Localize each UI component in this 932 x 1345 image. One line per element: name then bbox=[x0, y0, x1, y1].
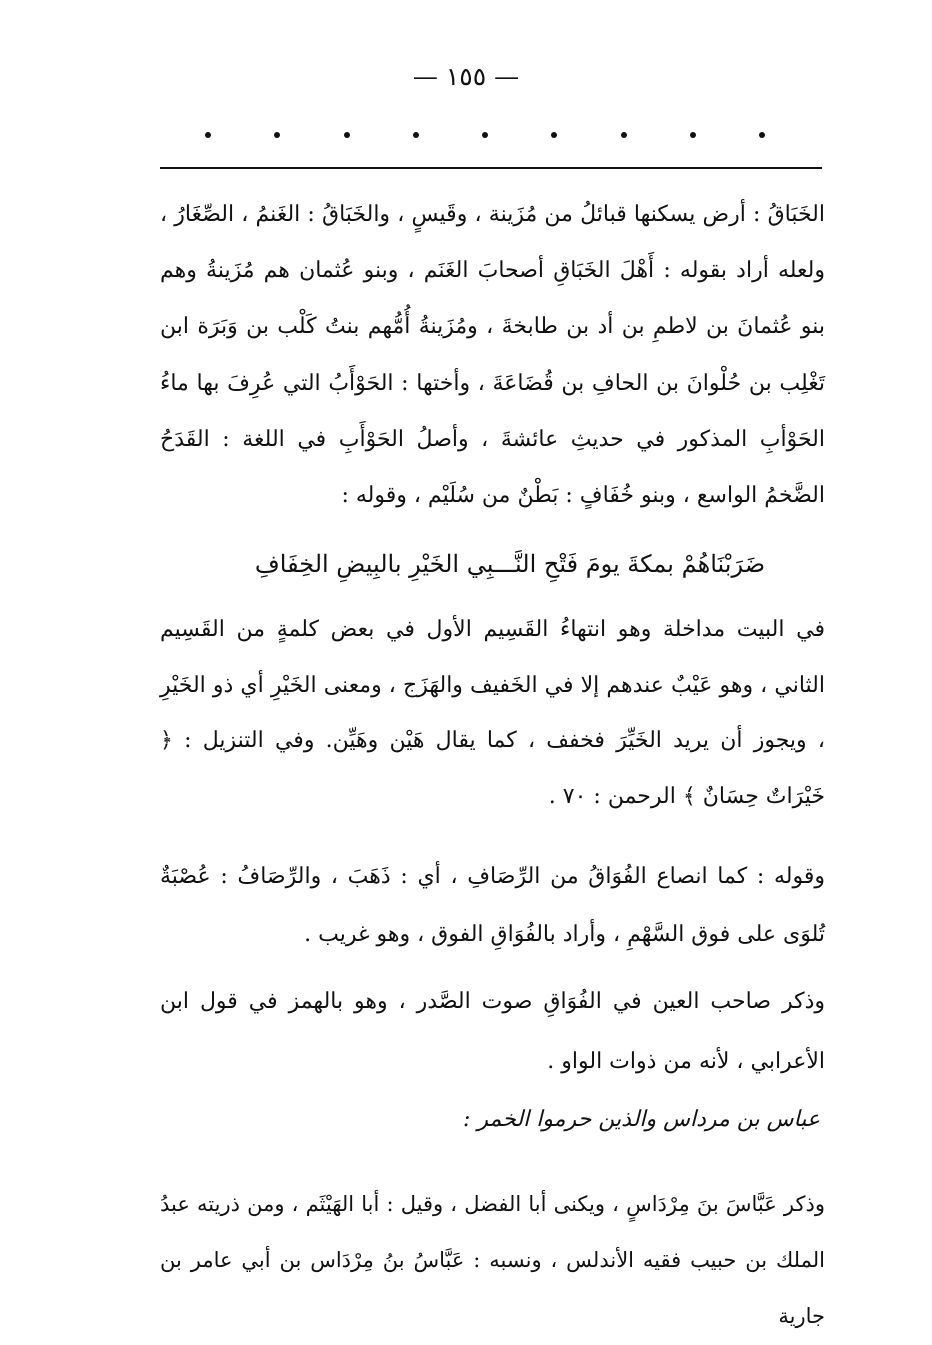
separator-dot bbox=[690, 132, 696, 138]
separator-dot bbox=[344, 132, 350, 138]
page-number: — ١٥٥ — bbox=[412, 62, 520, 91]
separator-dot bbox=[413, 132, 419, 138]
separator-dot bbox=[205, 132, 211, 138]
paragraph-text: وذكر صاحب العين في الفُوَاقِ صوت الصَّدر ، وهو بالهمز في قول ابن الأعرابي ، لأنه من ذوات الواو . bbox=[160, 989, 825, 1074]
paragraph-text: وذكر عَبَّاسَ بنَ مِرْدَاسٍ ، ويكنى أبا الفضل ، وقيل : أبا الهَيْثَم ، ومن ذريته عبدُ الملك بن حبيب فقيه الأندلس ، ونسبه : عَبَّاسُ بنُ مِرْدَاس بن أبي عامر بن جارية bbox=[160, 1192, 825, 1328]
paragraph-text: الخَبَاقُ : أرض يسكنها قبائلُ من مُزَينة ، وقَيسٍ ، والخَبَاقُ : الغَنمُ ، الصِّغَارُ ، ولعله أراد بقوله : أَهْلَ الخَبَاقِ أصحابَ الغَنَم ، وبنو عُثمان هم مُزَينةُ وهم بنو عُثمانَ بن لاطمِ بن أد بن طابخةَ ، ومُزَينةُ أُمُّهم بنتُ كَلْب بن وَبَرَة ابن تَغْلِب بن حُلْوانَ بن الحافِ بن قُضَاعَةَ ، وأختها : الحَوْأَبُ التي عُرِفَ بها ماءُ الحَوْأبِ المذكور في حديثِ عائشةَ ، وأصلُ الحَوْأَبِ في اللغة : القَدَحُ الضَّخمُ الواسع ، وبنو خُفَافٍ : بَطْنٌ من سُلَيْم ، وقوله : bbox=[160, 202, 825, 509]
separator-dot bbox=[621, 132, 627, 138]
paragraph-text: في البيت مداخلة وهو انتهاءُ القَسِيم الأول في بعض كلمةٍ من القَسِيم الثاني ، وهو عَيْبٌ عندهم إلا في الخَفيف والهَزَج ، ومعنى الخَيْرِ أي ذو الخَيْرِ ، ويجوز أن يريد الخَيِّرَ فخفف ، كما يقال هَيْن وهَيِّن. وفي التنزيل : ﴿ خَيْرَاتٌ حِسَانٌ ﴾ الرحمن : ٧٠ . bbox=[160, 617, 825, 809]
poetry-verse: ضَرَبْنَاهُمْ بمكةَ يومَ فَتْحِ النَّـــبِي الخَيْرِ بالبِيضِ الخِفَافِ bbox=[254, 550, 766, 578]
separator-dot bbox=[759, 132, 765, 138]
paragraph-4 bbox=[160, 972, 825, 1092]
separator-dots bbox=[205, 132, 765, 138]
header-rule bbox=[160, 167, 822, 169]
paragraph-1 bbox=[160, 187, 825, 524]
separator-dot bbox=[551, 132, 557, 138]
separator-dot bbox=[274, 132, 280, 138]
paragraph-3 bbox=[160, 848, 825, 964]
section-heading: عباس بن مرداس والذين حرموا الخمر : bbox=[463, 1107, 820, 1132]
paragraph-text: وقوله : كما انصاع الفُوَاقُ من الرِّصَافِ ، أي : ذَهَبَ ، والرِّصَافُ : عُصْبَةٌ تُلوَى على فوق السَّهْمِ ، وأراد بالفُوَاقِ الفوق ، وهو غريب . bbox=[160, 864, 825, 947]
separator-dot bbox=[482, 132, 488, 138]
paragraph-5 bbox=[160, 1176, 825, 1344]
paragraph-2 bbox=[160, 602, 825, 824]
